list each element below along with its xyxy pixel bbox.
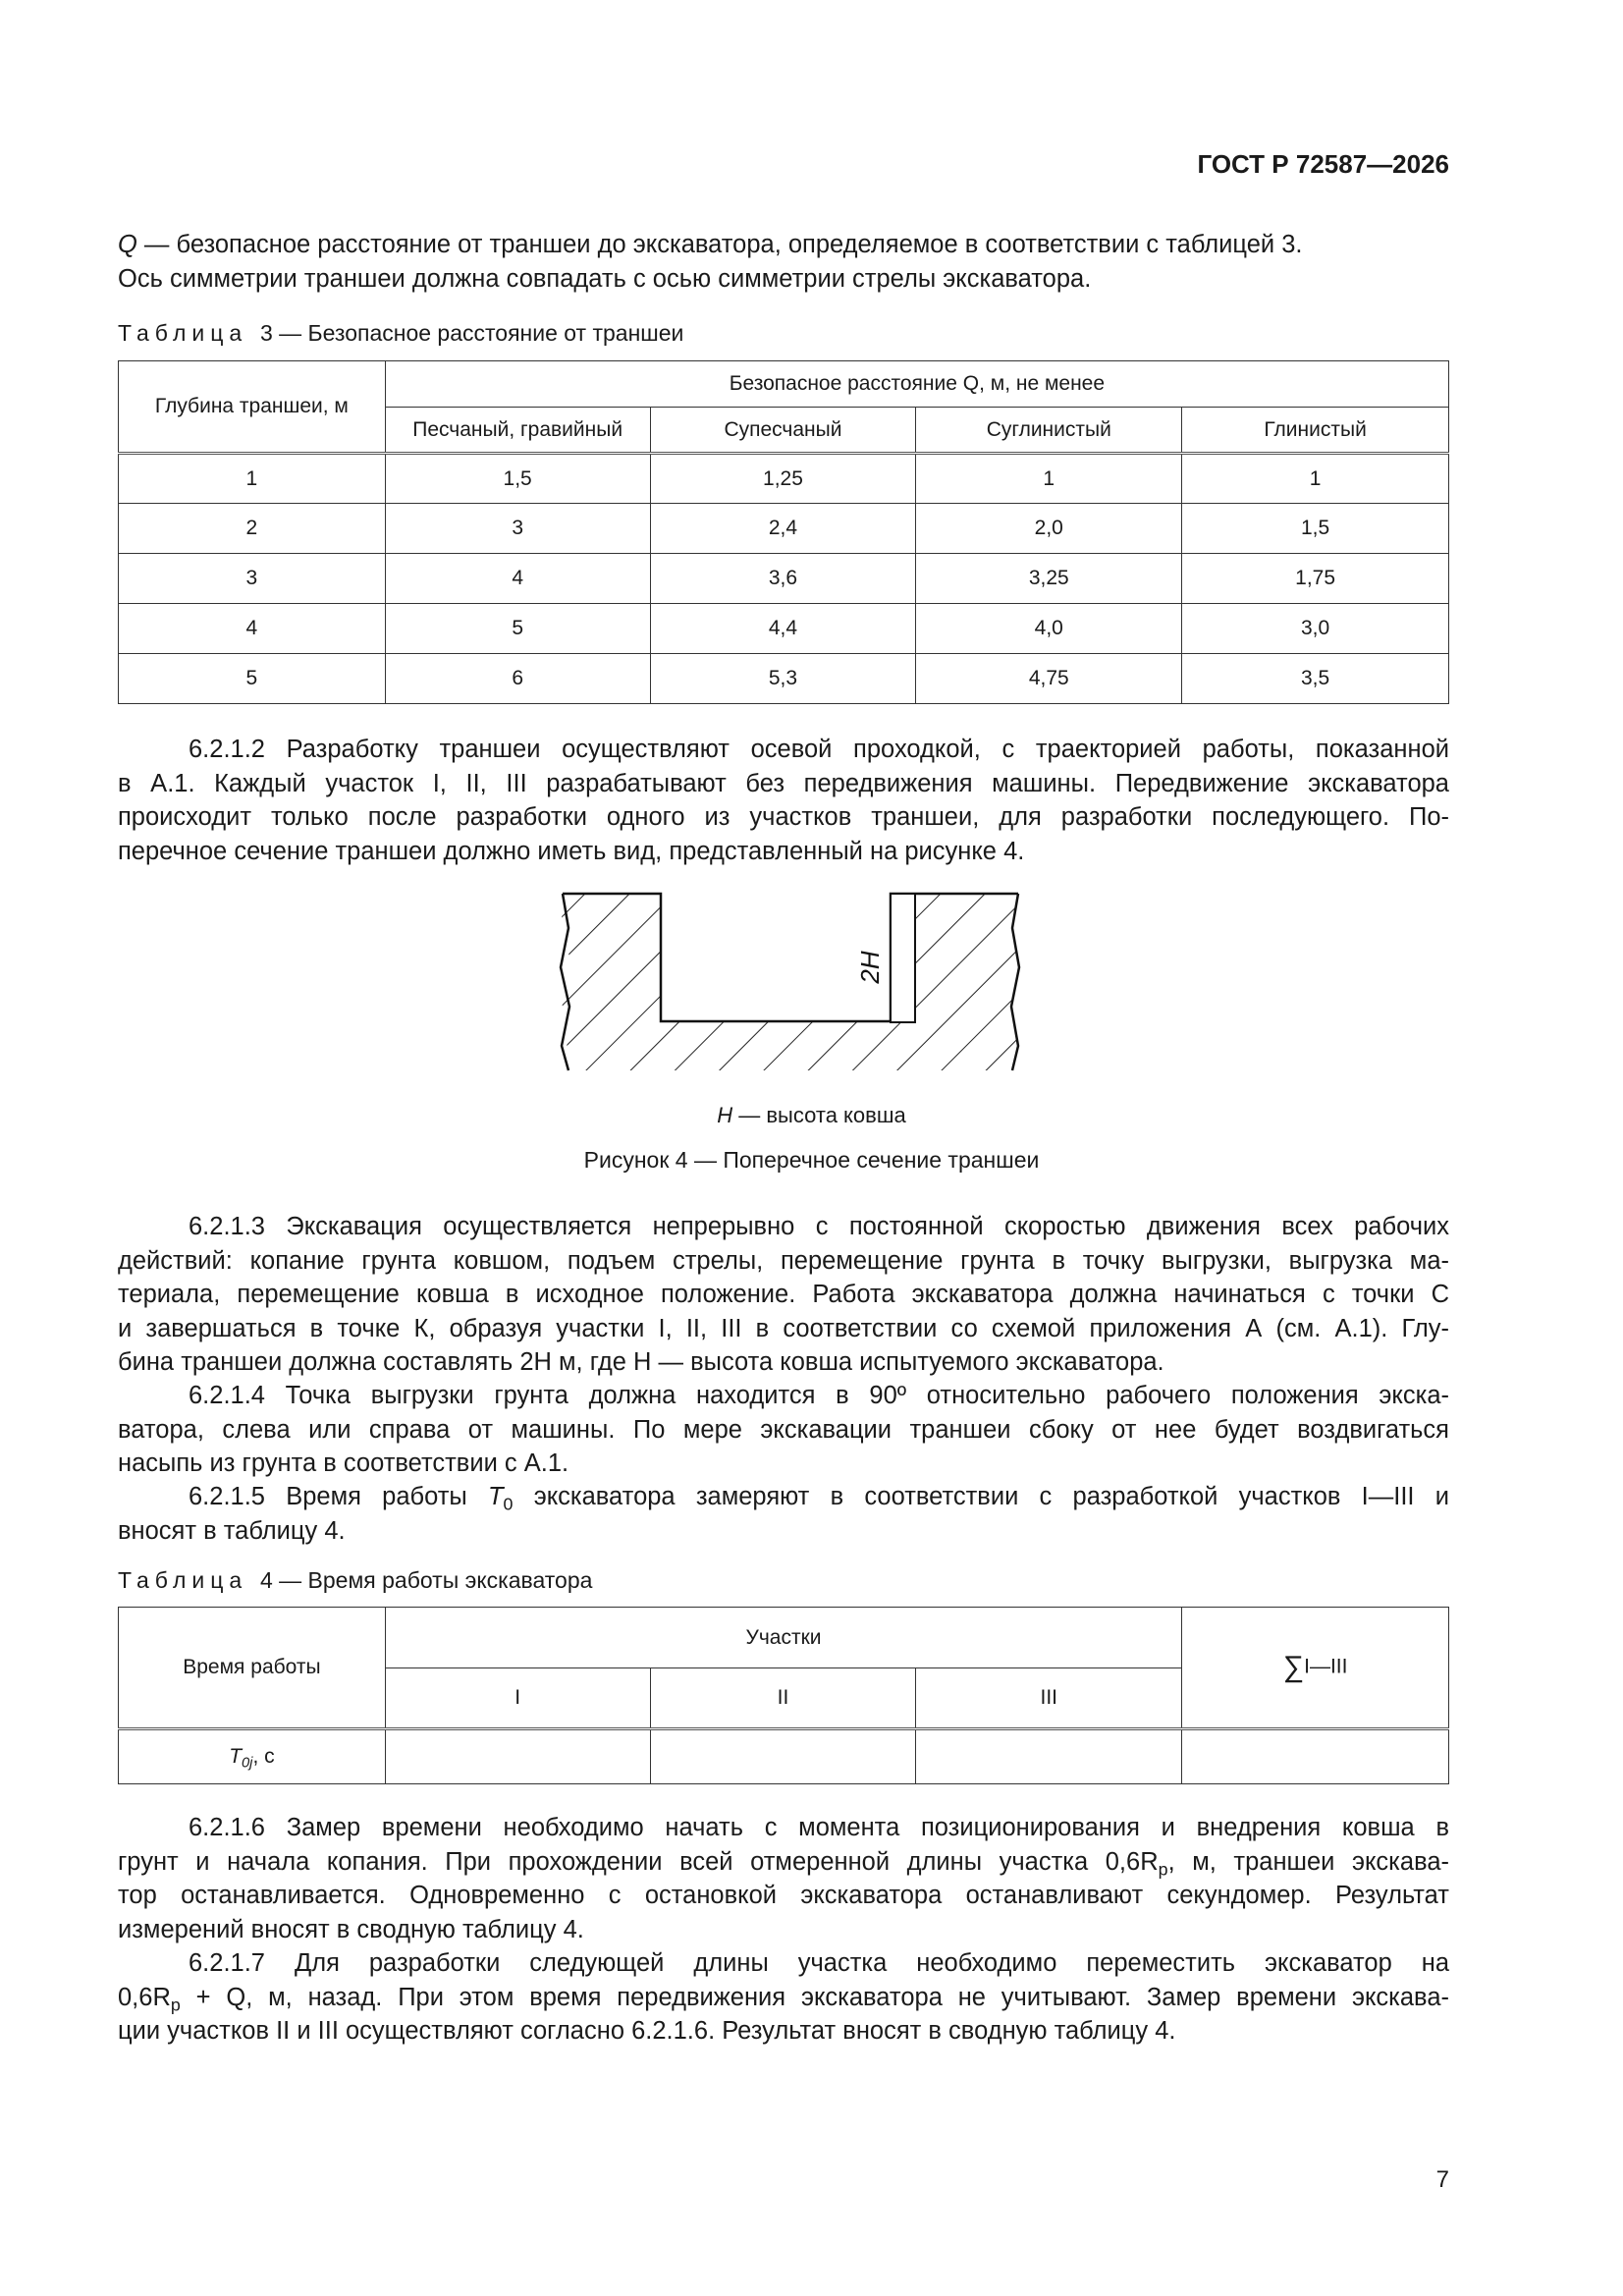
- table3-col-header: Глинистый: [1182, 408, 1449, 454]
- table-cell: [385, 1729, 650, 1784]
- depth-label: 2H: [855, 951, 885, 984]
- table-row: [119, 1729, 1449, 1784]
- paragraph-6-2-1-7: 6.2.1.7 Для разработки следующей длины участка необходимо переместить экскаватор на $0,6R_р + Q$, м, назад. При этом время передвижения экскаватора не учитывают. Замер времени экскава- ции участков II и III осуществляют согласно 6.2.1.6. Результат вносят в сводную таблицу 4.: [118, 1949, 1449, 2045]
- table-cell: 3,25: [916, 554, 1182, 604]
- q-symbol: Q: [118, 231, 137, 258]
- page-number: 7: [1435, 2166, 1449, 2193]
- table-cell: 5: [119, 654, 386, 704]
- table-cell: [916, 1729, 1182, 1784]
- table4-col-header: I: [385, 1668, 650, 1729]
- table-cell: 5: [385, 604, 650, 654]
- table3-col-header: Супесчаный: [650, 408, 916, 454]
- paragraph-6-2-1-6: 6.2.1.6 Замер времени необходимо начать с момента позиционирования и внедрения ковша в грунт и начала копания. При прохождении всей отмеренной длины участка $0,6R_р$, м, траншеи экскава- тор останавливается. Одновременно с остановкой экскаватора останавливают секундомер. Результат измерений вносят в сводную таблицу 4.: [118, 1814, 1450, 1943]
- table-cell: 6: [385, 654, 650, 704]
- table3-group-header: Безопасное расстояние Q, м, не менее: [385, 361, 1448, 408]
- table-cell: 4,0: [916, 604, 1182, 654]
- table-row: [119, 654, 1449, 704]
- table-row: [119, 604, 1449, 654]
- table-cell: 3: [119, 554, 386, 604]
- table4-sum-header: ∑I—III: [1182, 1608, 1449, 1729]
- table-cell: 1,25: [650, 454, 916, 504]
- paragraph-6-2-1-3: 6.2.1.3 Экскавация осуществляется непрерывно с постоянной скоростью движения всех рабочих действий: копание грунта ковшом, подъем стрелы, перемещение грунта в точку выгрузки, выгрузка ма- териала, перемещение ковша в исходное положение. Работа экскаватора должна начинаться с точки С и завершаться в точке К, образуя участки I, II, III в соответствии со схемой приложения А (см. А.1). Глу- бина траншеи должна составлять 2H м, где H — высота ковша испытуемого экскаватора.: [118, 1213, 1449, 1376]
- figure4-legend: H — высота ковша: [717, 1103, 906, 1127]
- table-cell: 1: [916, 454, 1182, 504]
- table-row: [119, 504, 1449, 554]
- table-row: [119, 454, 1449, 504]
- table4: [118, 1607, 1449, 1784]
- table-cell: 3: [385, 504, 650, 554]
- table-cell: 2,0: [916, 504, 1182, 554]
- trench-cross-section-figure: [545, 889, 1026, 1075]
- table-cell: 4: [385, 554, 650, 604]
- table4-caption: Таблица 4 — Время работы экскаватора: [118, 1567, 593, 1593]
- document-code: ГОСТ Р 72587—2026: [1197, 149, 1449, 179]
- table-cell: 1: [1182, 454, 1449, 504]
- table4-row-header: Время работы: [119, 1608, 386, 1729]
- table-cell: [1182, 1729, 1449, 1784]
- paragraph-6-2-1-2: 6.2.1.2 Разработку траншеи осуществляют осевой проходкой, с траекторией работы, показанной в А.1. Каждый участок I, II, III разрабатывают без передвижения машины. Передвижение экскаватора происходит только после разработки одного из участков траншеи, для разработки последующего. По- перечное сечение траншеи должно иметь вид, представленный на рисунке 4.: [118, 736, 1449, 865]
- table-cell: 3,5: [1182, 654, 1449, 704]
- table-cell: 1,5: [1182, 504, 1449, 554]
- table-cell: 1,5: [385, 454, 650, 504]
- table4-group-header: Участки: [385, 1608, 1181, 1668]
- depth-dimension-band: [891, 894, 915, 1022]
- table4-col-header: III: [916, 1668, 1182, 1729]
- soil-hatching: [545, 889, 1026, 1075]
- table-cell: 1: [119, 454, 386, 504]
- table4-col-header: II: [650, 1668, 916, 1729]
- table-cell: 3,0: [1182, 604, 1449, 654]
- table-row: [119, 554, 1449, 604]
- table-cell: 1,75: [1182, 554, 1449, 604]
- table-cell: 4,4: [650, 604, 916, 654]
- table-cell: 4: [119, 604, 386, 654]
- paragraph-6-2-1-4: 6.2.1.4 Точка выгрузки грунта должна находится в 90º относительно рабочего положения экска- ватора, слева или справа от машины. По мере экскавации траншеи сбоку от нее будет воздвигаться насыпь из грунта в соответствии с А.1.: [118, 1382, 1449, 1477]
- table4-row-label: $T_{0j}$, с: [119, 1729, 386, 1784]
- table3: [118, 360, 1449, 704]
- table3-col-header: Песчаный, гравийный: [385, 408, 650, 454]
- table-cell: 5,3: [650, 654, 916, 704]
- table3-row-header: Глубина траншеи, м: [119, 361, 386, 454]
- table-cell: 4,75: [916, 654, 1182, 704]
- figure4-caption: Рисунок 4 — Поперечное сечение траншеи: [583, 1147, 1040, 1173]
- paragraph-6-2-1-5: 6.2.1.5 Время работы $T_0$ экскаватора замеряют в соответствии с разработкой участков I—III и вносят в таблицу 4.: [118, 1483, 1449, 1545]
- table-cell: [650, 1729, 916, 1784]
- intro-paragraph: Q — безопасное расстояние от траншеи до экскаватора, определяемое в соответствии с таблицей 3. Ось симметрии траншеи должна совпадать с осью симметрии стрелы экскаватора.: [118, 231, 1303, 293]
- table3-caption: Таблица 3 — Безопасное расстояние от траншеи: [118, 320, 684, 346]
- table-cell: 3,6: [650, 554, 916, 604]
- table-cell: 2: [119, 504, 386, 554]
- table-cell: 2,4: [650, 504, 916, 554]
- table3-col-header: Суглинистый: [916, 408, 1182, 454]
